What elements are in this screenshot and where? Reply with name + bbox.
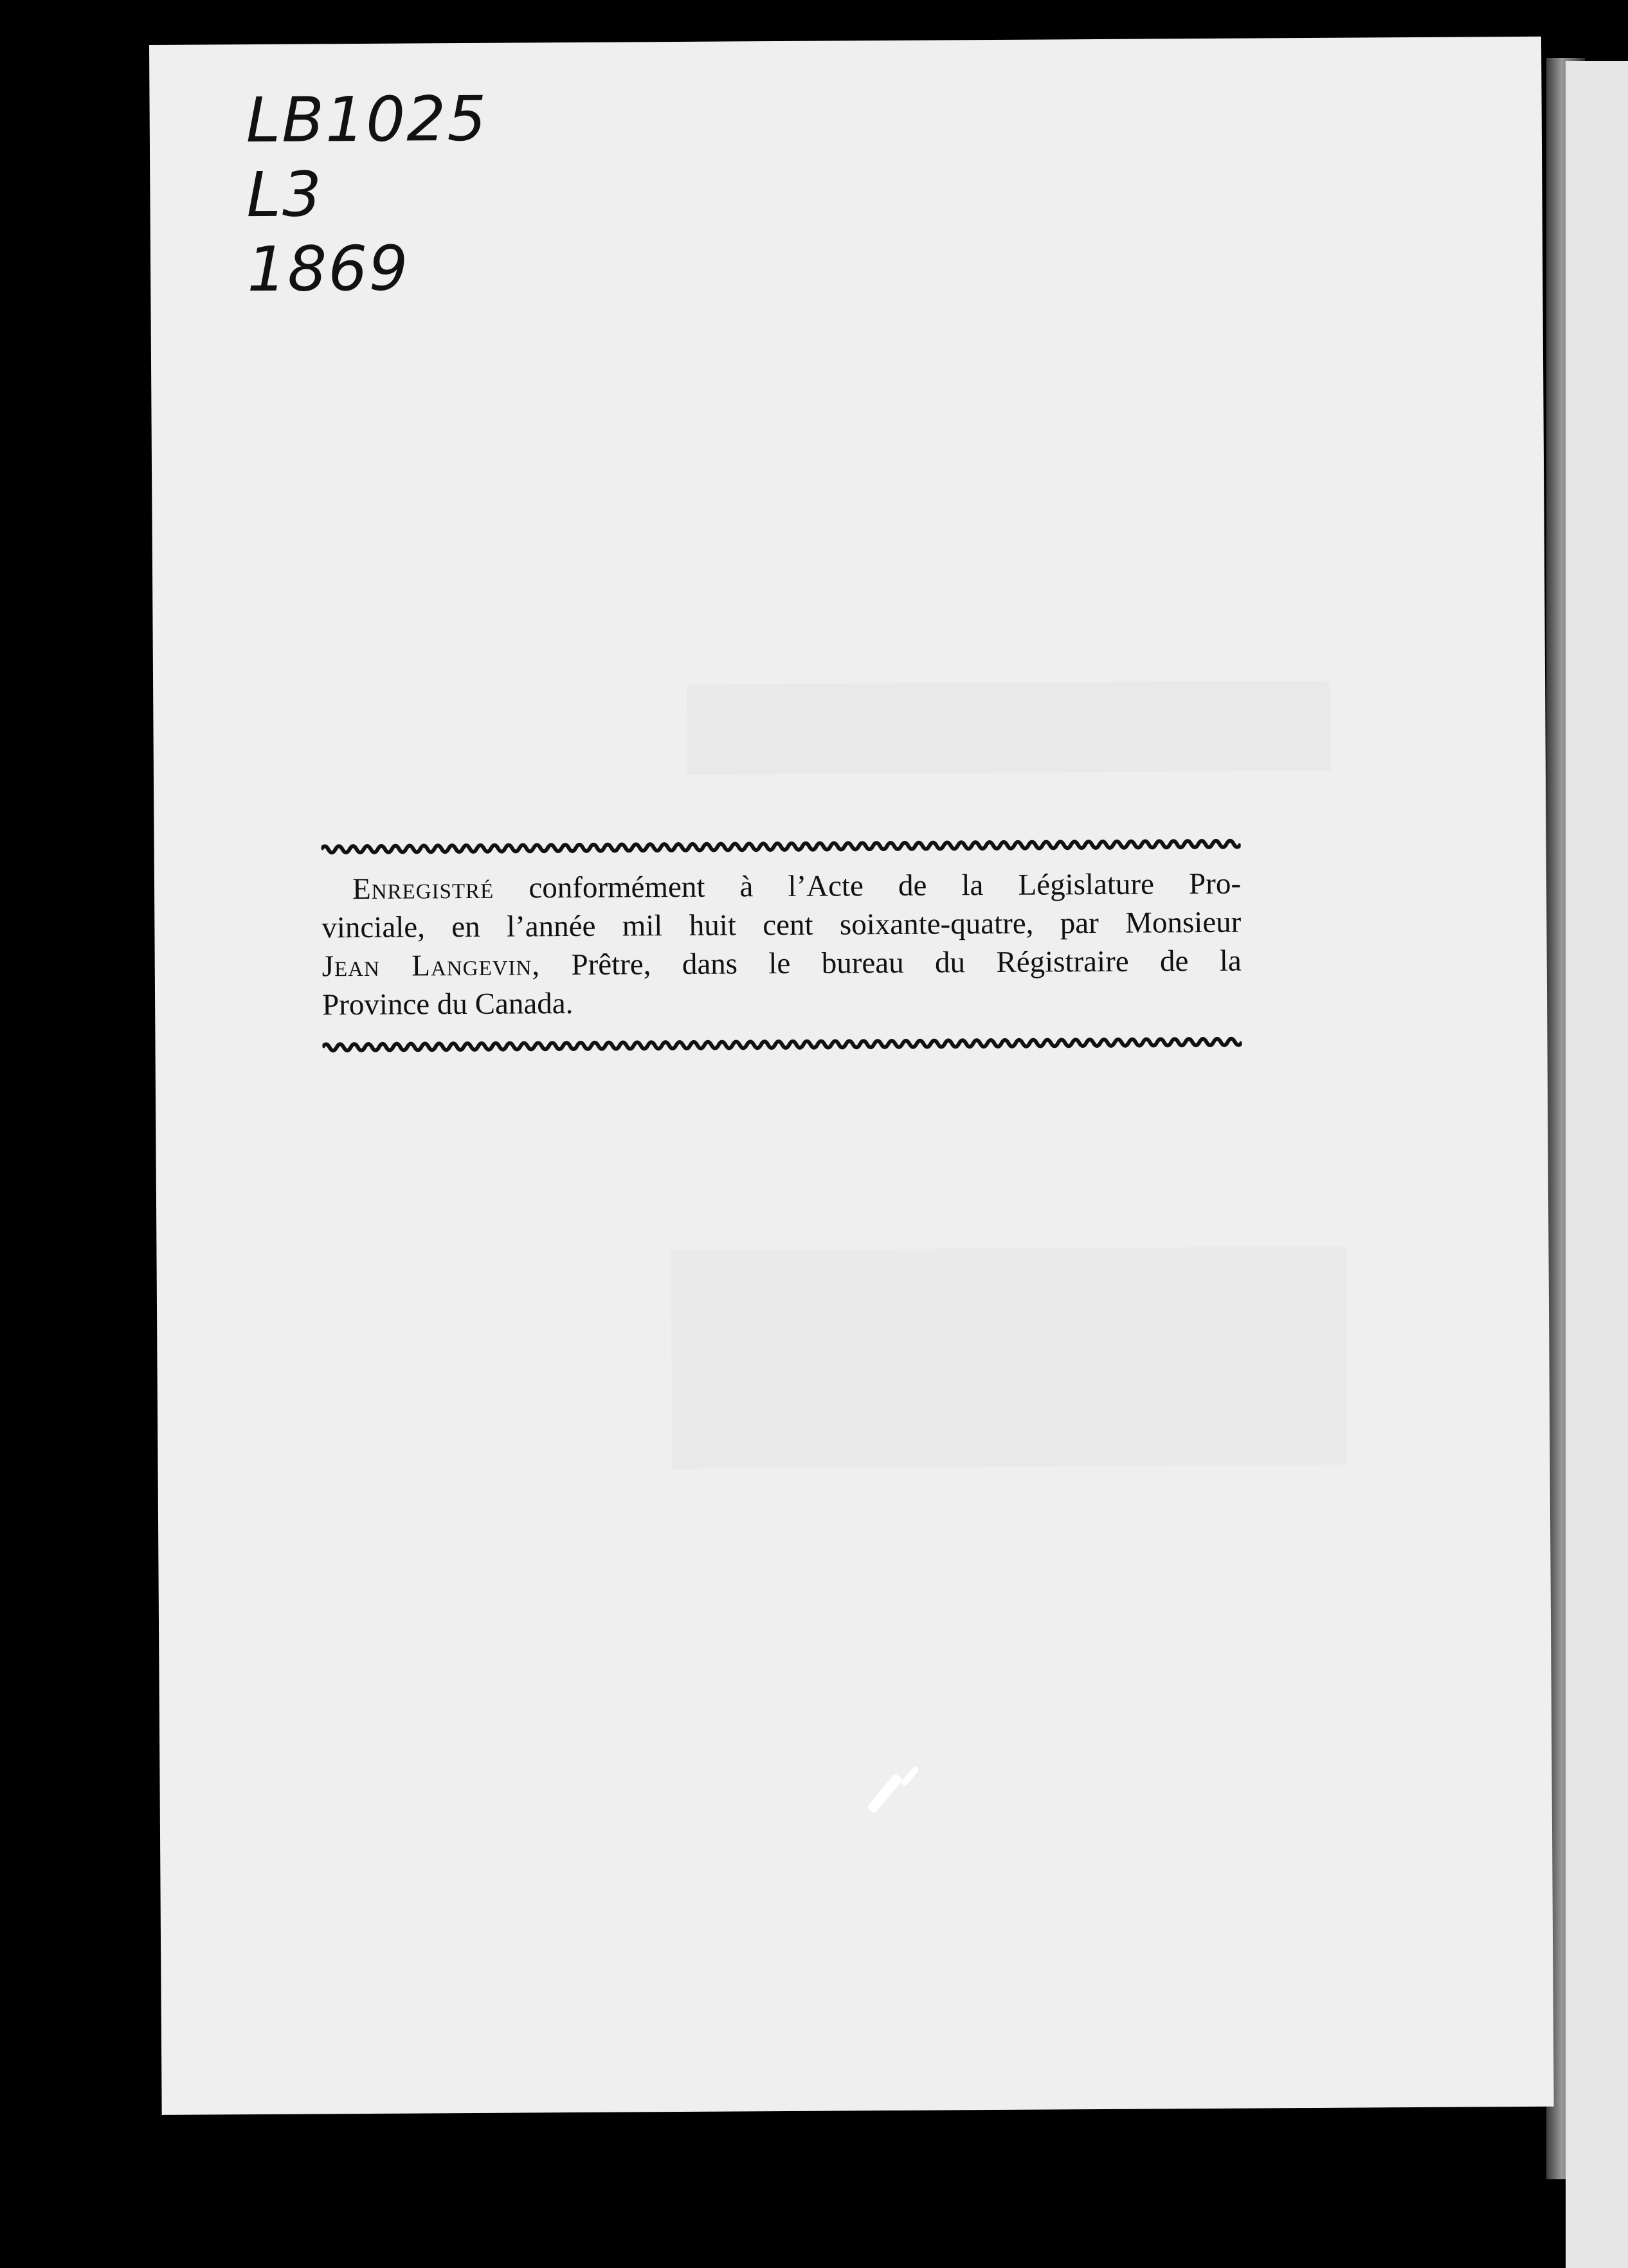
notice-author-name: Jean Langevin, <box>321 948 541 984</box>
notice-paragraph <box>321 865 1242 1025</box>
notice-line-4: Province du Canada. <box>321 987 574 1022</box>
notice-line-1-text: conformément à l’Acte de la Législature Pro- <box>529 867 1242 905</box>
wavy-rule-top <box>321 833 1241 861</box>
notice-line-3 <box>322 942 1242 986</box>
call-number-line-2: L3 <box>246 158 323 231</box>
wavy-rule-bottom <box>322 1030 1242 1059</box>
facing-page-edge <box>1566 61 1628 2268</box>
page-sheet <box>149 37 1554 2115</box>
notice-line-3-text: Prêtre, dans le bureau du Régistraire de la <box>571 944 1242 982</box>
show-through-block-2 <box>671 1246 1347 1469</box>
handwritten-call-number <box>246 82 489 307</box>
notice-lead-word: Enregistré <box>352 871 494 906</box>
notice-line-1 <box>321 865 1241 909</box>
call-number-line-3: 1869 <box>246 232 410 306</box>
call-number-line-1: LB1025 <box>246 82 488 157</box>
show-through-block-1 <box>687 681 1330 775</box>
copyright-notice <box>321 833 1242 1059</box>
notice-line-2: vinciale, en l’année mil huit cent soixante-quatre, par Monsieur <box>321 905 1242 945</box>
